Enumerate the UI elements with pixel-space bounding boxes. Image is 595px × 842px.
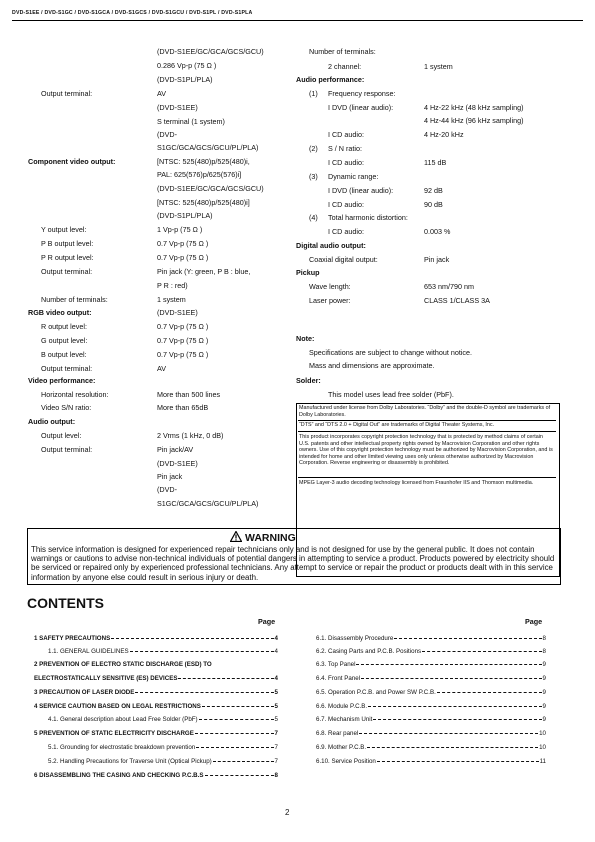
dolby-notice: Manufactured under license from Dolby Laboratories. “Dolby” and the double-D symbol are trademarks of Dolby Laboratories. [299, 405, 551, 418]
toc-leader [394, 638, 541, 639]
spec-value: 0.286 Vp-p (75 Ω ) [157, 61, 217, 70]
spec-value: 90 dB [424, 200, 443, 209]
spec-value: 1 Vp-p (75 Ω ) [157, 225, 203, 234]
toc-entry[interactable] [48, 743, 278, 752]
toc-entry-page: 4 [274, 675, 278, 682]
toc-entry-page: 9 [542, 661, 546, 668]
toc-leader [437, 692, 542, 693]
spec-value: 1 system [424, 62, 453, 71]
spec-label: Number of terminals: [41, 295, 108, 304]
spec-label: Audio output: [28, 417, 76, 426]
toc-entry-label: 6.10. Service Position [316, 758, 376, 765]
spec-label: I CD audio: [328, 158, 364, 167]
toc-entry-label: 3 PRECAUTION OF LASER DIODE [34, 689, 135, 696]
toc-entry-page: 11 [539, 758, 546, 765]
toc-leader [367, 747, 538, 748]
spec-value: Pin jack [424, 255, 450, 264]
contents-page-label-right: Page [525, 617, 543, 626]
spec-label: Horizontal resolution: [41, 390, 109, 399]
toc-entry[interactable] [34, 729, 278, 738]
toc-leader [361, 678, 542, 679]
spec-value: 0.7 Vp-p (75 Ω ) [157, 322, 209, 331]
toc-entry-label: 6.4. Front Panel [316, 675, 361, 682]
toc-entry-label: 6.2. Casing Parts and P.C.B. Positions [316, 648, 422, 655]
warning-triangle-icon [230, 531, 242, 542]
spec-value: Pin jack (Y: green, P B : blue, [157, 267, 251, 276]
spec-value: 0.7 Vp-p (75 Ω ) [157, 350, 209, 359]
spec-value: 1 system [157, 295, 186, 304]
spec-value: (DVD-S1PL/PLA) [157, 75, 213, 84]
notice-divider [298, 420, 556, 421]
spec-label: Output terminal: [41, 267, 93, 276]
spec-label: Frequency response: [328, 89, 396, 98]
spec-label: Coaxial digital output: [309, 255, 378, 264]
spec-value: (DVD- [157, 485, 177, 494]
toc-leader [213, 761, 274, 762]
toc-entry-label: 6 DISASSEMBLING THE CASING AND CHECKING P.C.B.S [34, 772, 204, 779]
warning-heading [230, 531, 296, 544]
toc-leader [111, 638, 273, 639]
spec-value: 653 nm/790 nm [424, 282, 474, 291]
spec-label: I DVD (linear audio): [328, 103, 394, 112]
spec-label: Video performance: [28, 376, 96, 385]
spec-label: Y output level: [41, 225, 87, 234]
spec-label: Video S/N ratio: [41, 403, 92, 412]
toc-entry[interactable] [316, 688, 546, 697]
contents-page-label-left: Page [258, 617, 276, 626]
toc-leader [130, 651, 274, 652]
spec-value: (DVD-S1EE) [157, 103, 198, 112]
toc-entry[interactable] [316, 743, 546, 752]
toc-entry-page: 10 [539, 730, 546, 737]
toc-entry-page: 9 [542, 703, 546, 710]
toc-entry[interactable] [316, 647, 546, 656]
spec-label: Output terminal: [41, 445, 93, 454]
spec-label: Audio performance: [296, 75, 365, 84]
spec-label: G output level: [41, 336, 88, 345]
spec-label: Component video output: [28, 157, 116, 166]
toc-entry-label: 5 PREVENTION OF STATIC ELECTRICITY DISCHARGE [34, 730, 194, 737]
spec-value: (DVD-S1EE) [157, 308, 198, 317]
toc-leader [359, 733, 538, 734]
note-line-1: Specifications are subject to change without notice. [309, 348, 473, 357]
spec-label: RGB video output: [28, 308, 92, 317]
toc-leader [368, 706, 541, 707]
toc-entry-label: 1 SAFETY PRECAUTIONS [34, 635, 111, 642]
spec-value: S1GC/GCA/GCS/GCU/PL/PLA) [157, 143, 259, 152]
toc-entry-page: 5 [274, 716, 278, 723]
spec-label: R output level: [41, 322, 87, 331]
solder-title: Solder: [296, 376, 321, 385]
spec-value: [NTSC: 525(480)p/525(480)i, [157, 157, 250, 166]
spec-label: Dynamic range: [328, 172, 379, 181]
spec-label: I CD audio: [328, 200, 364, 209]
toc-entry-label: 6.7. Mechanism Unit [316, 716, 373, 723]
spec-label: P R output level: [41, 253, 94, 262]
toc-entry-page: 10 [539, 744, 546, 751]
toc-entry-label: 5.2. Handling Precautions for Traverse Unit (Optical Pickup) [48, 758, 212, 765]
spec-label: Wave length: [309, 282, 351, 291]
spec-number: (3) [309, 172, 318, 181]
toc-entry-page: 7 [274, 744, 278, 751]
dts-notice: “DTS” and “DTS 2.0 + Digital Out” are trademarks of Digital Theater Systems, Inc. [299, 422, 495, 428]
spec-value: 4 Hz-22 kHz (48 kHz sampling) [424, 103, 524, 112]
spec-value: P R : red) [157, 281, 188, 290]
toc-entry-label: 4 SERVICE CAUTION BASED ON LEGAL RESTRICTIONS [34, 703, 201, 710]
toc-leader [196, 747, 273, 748]
toc-entry[interactable] [316, 660, 546, 669]
notice-divider [298, 477, 556, 478]
toc-entry-page: 9 [542, 675, 546, 682]
toc-entry-page: 4 [274, 648, 278, 655]
spec-value: Pin jack [157, 472, 183, 481]
toc-entry-label: 4.1. General description about Lead Free Solder (PbF) [48, 716, 198, 723]
toc-entry[interactable] [48, 715, 278, 724]
toc-entry-page: 7 [274, 758, 278, 765]
spec-value: More than 500 lines [157, 390, 221, 399]
toc-entry[interactable] [316, 729, 546, 738]
spec-value: (DVD-S1EE) [157, 459, 198, 468]
solder-text: This model uses lead free solder (PbF). [328, 390, 454, 399]
spec-value: 0.003 % [424, 227, 451, 236]
toc-entry[interactable] [316, 674, 546, 683]
notice-divider [298, 431, 556, 432]
spec-value: 115 dB [424, 158, 447, 167]
spec-value: CLASS 1/CLASS 3A [424, 296, 490, 305]
spec-label: Pickup [296, 268, 320, 277]
spec-label: I CD audio: [328, 227, 364, 236]
toc-entry-label: ELECTROSTATICALLY SENSITIVE (ES) DEVICES [34, 675, 178, 682]
toc-entry-page: 8 [274, 772, 278, 779]
toc-leader [202, 706, 274, 707]
toc-leader [205, 775, 274, 776]
toc-entry-label: 6.3. Top Panel [316, 661, 356, 668]
toc-entry[interactable] [34, 660, 278, 669]
toc-entry-label: 6.5. Operation P.C.B. and Power SW P.C.B. [316, 689, 436, 696]
spec-label: 2 channel: [328, 62, 362, 71]
toc-entry-label: 1.1. GENERAL GUIDELINES [48, 648, 129, 655]
spec-label: Number of terminals: [309, 47, 376, 56]
spec-value: 0.7 Vp-p (75 Ω ) [157, 239, 209, 248]
spec-value: 92 dB [424, 186, 443, 195]
toc-leader [135, 692, 273, 693]
toc-entry[interactable] [34, 634, 278, 643]
toc-entry[interactable] [316, 757, 546, 766]
spec-value: S terminal (1 system) [157, 117, 225, 126]
toc-entry-page: 9 [542, 716, 546, 723]
toc-entry-label: 5.1. Grounding for electrostatic breakdown prevention [48, 744, 196, 751]
spec-value: AV [157, 364, 167, 373]
contents-title: CONTENTS [27, 595, 104, 611]
toc-entry-page: 8 [542, 635, 546, 642]
toc-entry-label: 6.1. Disassembly Procedure [316, 635, 394, 642]
spec-value: 4 Hz-20 kHz [424, 130, 464, 139]
spec-label: S / N ratio: [328, 144, 362, 153]
toc-leader [195, 733, 274, 734]
toc-entry[interactable] [48, 647, 278, 656]
spec-value: 0.7 Vp-p (75 Ω ) [157, 336, 209, 345]
toc-leader [199, 719, 274, 720]
spec-label: B output level: [41, 350, 87, 359]
spec-value: (DVD-S1EE/GC/GCA/GCS/GCU) [157, 47, 264, 56]
toc-entry[interactable] [316, 715, 546, 724]
toc-entry-label: 6.9. Mother P.C.B. [316, 744, 367, 751]
toc-entry[interactable] [34, 674, 278, 683]
toc-entry-label: 2 PREVENTION OF ELECTRO STATIC DISCHARGE (ESD) TO [34, 661, 212, 668]
toc-leader [373, 719, 541, 720]
spec-value: S1GC/GCA/GCS/GCU/PL/PLA) [157, 499, 259, 508]
spec-number: (1) [309, 89, 318, 98]
page-number: 2 [285, 808, 290, 817]
spec-label: I DVD (linear audio): [328, 186, 394, 195]
spec-value: AV [157, 89, 167, 98]
toc-entry[interactable] [34, 702, 278, 711]
spec-value: (DVD- [157, 130, 177, 139]
toc-entry-page: 8 [542, 648, 546, 655]
spec-label: Output terminal: [41, 364, 93, 373]
spec-value: More than 65dB [157, 403, 209, 412]
spec-label: I CD audio: [328, 130, 364, 139]
note-title: Note: [296, 334, 315, 343]
spec-value: Pin jack/AV [157, 445, 194, 454]
spec-value: (DVD-S1EE/GC/GCA/GCS/GCU) [157, 184, 264, 193]
toc-leader [356, 664, 541, 665]
warning-text: This service information is designed for experienced repair technicians only and is not designed for use by the general public. It does not contain warnings or cautions to advise non-technical individuals of potential dangers in attempting to service a product. Products powered by electricity should be serviced or repaired only by experienced professional technicians. Any attempt to service or repair the product or products dealt with in this service information by anyone else could result in serious injury or death. [31, 545, 555, 582]
spec-label: Laser power: [309, 296, 351, 305]
spec-value: (DVD-S1PL/PLA) [157, 211, 213, 220]
mpeg-notice: MPEG Layer-3 audio decoding technology licensed from Fraunhofer IIS and Thomson multimedia. [299, 480, 534, 486]
spec-label: Output terminal: [41, 89, 93, 98]
note-line-2: Mass and dimensions are approximate. [309, 361, 435, 370]
spec-label: Total harmonic distortion: [328, 213, 408, 222]
spec-label: P B output level: [41, 239, 94, 248]
spec-number: (2) [309, 144, 318, 153]
toc-entry-page: 9 [542, 689, 546, 696]
spec-label: Output level: [41, 431, 82, 440]
document-header-models: DVD-S1EE / DVD-S1GC / DVD-S1GCA / DVD-S1GCS / DVD-S1GCU / DVD-S1PL / DVD-S1PLA [12, 10, 253, 16]
toc-entry-label: 6.6. Module P.C.B. [316, 703, 368, 710]
spec-value: PAL: 625(576)p/625(576)i] [157, 170, 242, 179]
spec-value: 4 Hz-44 kHz (96 kHz sampling) [424, 116, 524, 125]
spec-value: [NTSC: 525(480)p/525(480)i] [157, 198, 250, 207]
macrovision-notice: This product incorporates copyright protection technology that is protected by method claims of certain U.S. patents and other intellectual property rights owned by Macrovision Corporation and other rights owners. Use of this copyright protection technology must be authorized by Macrovision Corporation, and is intended for home and other limited viewing uses only unless otherwise authorized by Macrovision Corporation. Reverse engineering or disassembly is prohibited. [299, 434, 553, 467]
toc-entry[interactable] [316, 702, 546, 711]
header-divider [12, 20, 583, 21]
toc-leader [178, 678, 273, 679]
toc-entry-label: 6.8. Rear panel [316, 730, 359, 737]
spec-number: (4) [309, 213, 318, 222]
toc-entry[interactable] [48, 757, 278, 766]
toc-entry[interactable] [316, 634, 546, 643]
toc-entry-page: 4 [274, 635, 278, 642]
toc-entry-page: 7 [274, 730, 278, 737]
spec-label: Digital audio output: [296, 241, 366, 250]
toc-leader [422, 651, 541, 652]
toc-entry-page: 5 [274, 689, 278, 696]
spec-value: 0.7 Vp-p (75 Ω ) [157, 253, 209, 262]
toc-entry[interactable] [34, 771, 278, 780]
toc-entry[interactable] [34, 688, 278, 697]
toc-leader [377, 761, 539, 762]
spec-value: 2 Vrms (1 kHz, 0 dB) [157, 431, 224, 440]
warning-title: WARNING [245, 532, 296, 544]
toc-entry-page: 5 [274, 703, 278, 710]
